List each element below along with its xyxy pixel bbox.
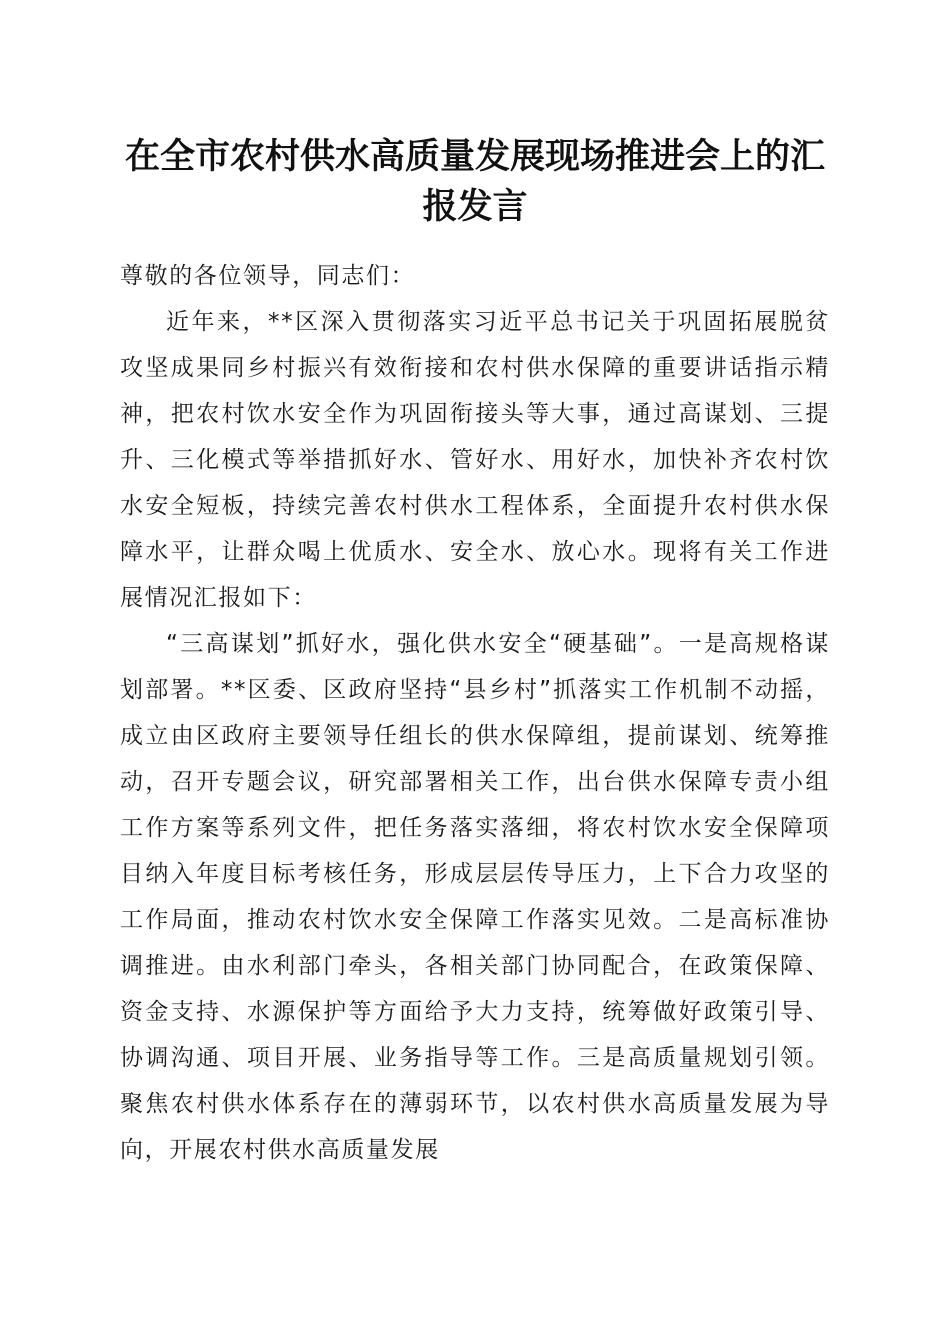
document-body [120, 253, 830, 1163]
salutation: 尊敬的各位领导，同志们： [120, 263, 416, 289]
document-title: 在全市农村供水高质量发展现场推进会上的汇报发言 [124, 136, 825, 227]
paragraph-section-one: “三高谋划”抓好水，强化供水安全“硬基础”。一是高规格谋划部署。**区委、区政府坚持“县乡村”抓落实工作机制不动摇，成立由区政府主要领导任组长的供水保障组，提前谋划、统筹推动，召开专题会议，研究部署相关工作，出台供水保障专责小组工作方案等系列文件，把任务落实落细，将农村饮水安全保障项目纳入年度目标考核任务，形成层层传导压力，上下合力攻坚的工作局面，推动农村饮水安全保障工作落实见效。二是高标准协调推进。由水利部门牵头，各相关部门协同配合，在政策保障、资金支持、水源保护等方面给予大力支持，统筹做好政策引导、协调沟通、项目开展、业务指导等工作。三是高质量规划引领。聚焦农村供水体系存在的薄弱环节，以农村供水高质量发展为导向，开展农村供水高质量发展 [120, 631, 830, 1163]
paragraph-intro: 近年来，**区深入贯彻落实习近平总书记关于巩固拓展脱贫攻坚成果同乡村振兴有效衔接和农村供水保障的重要讲话指示精神，把农村饮水安全作为巩固衔接头等大事，通过高谋划、三提升、三化模式等举措抓好水、管好水、用好水，加快补齐农村饮水安全短板，持续完善农村供水工程体系，全面提升农村供水保障水平，让群众喝上优质水、安全水、放心水。现将有关工作进展情况汇报如下： [120, 309, 830, 611]
